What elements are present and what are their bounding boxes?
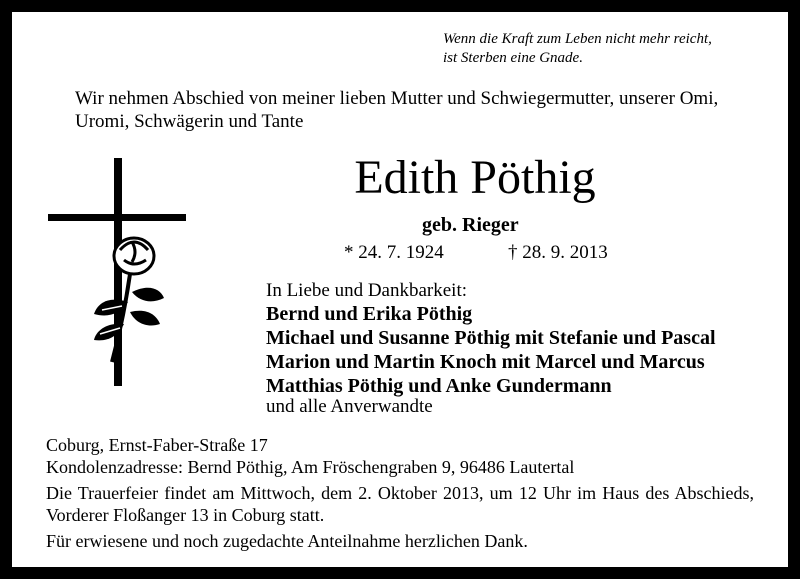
mourner-name: Michael und Susanne Pöthig mit Stefanie und Pascal <box>266 327 716 349</box>
birth-name: geb. Rieger <box>422 214 519 236</box>
motto-line-1: Wenn die Kraft zum Leben nicht mehr reicht, <box>443 31 712 47</box>
address-line: Coburg, Ernst-Faber-Straße 17 <box>46 435 268 455</box>
mourners-closing: und alle Anverwandte <box>266 396 433 417</box>
condolence-address: Kondolenzadresse: Bernd Pöthig, Am Fröschengraben 9, 96486 Lautertal <box>46 457 575 477</box>
death-date: † 28. 9. 2013 <box>508 242 608 263</box>
intro-line-2: Uromi, Schwägerin und Tante <box>75 111 304 132</box>
birth-date: * 24. 7. 1924 <box>344 242 444 263</box>
mourners-intro: In Liebe und Dankbarkeit: <box>266 280 468 301</box>
mourner-name: Bernd und Erika Pöthig <box>266 303 473 325</box>
motto-line-2: ist Sterben eine Gnade. <box>443 50 583 66</box>
thanks-line: Für erwiesene und noch zugedachte Anteilnahme herzlichen Dank. <box>46 531 528 551</box>
intro-line-1: Wir nehmen Abschied von meiner lieben Mutter und Schwiegermutter, unserer Omi, <box>75 88 719 109</box>
mourner-name: Matthias Pöthig und Anke Gundermann <box>266 375 612 397</box>
obituary-card <box>12 12 788 567</box>
mourner-name: Marion und Martin Knoch mit Marcel und Marcus <box>266 351 705 373</box>
service-info: Die Trauerfeier findet am Mittwoch, dem 2. Oktober 2013, um 12 Uhr im Haus des Abschieds, Vorderer Floßanger 13 in Coburg statt. <box>46 483 754 525</box>
deceased-name: Edith Pöthig <box>354 151 596 204</box>
